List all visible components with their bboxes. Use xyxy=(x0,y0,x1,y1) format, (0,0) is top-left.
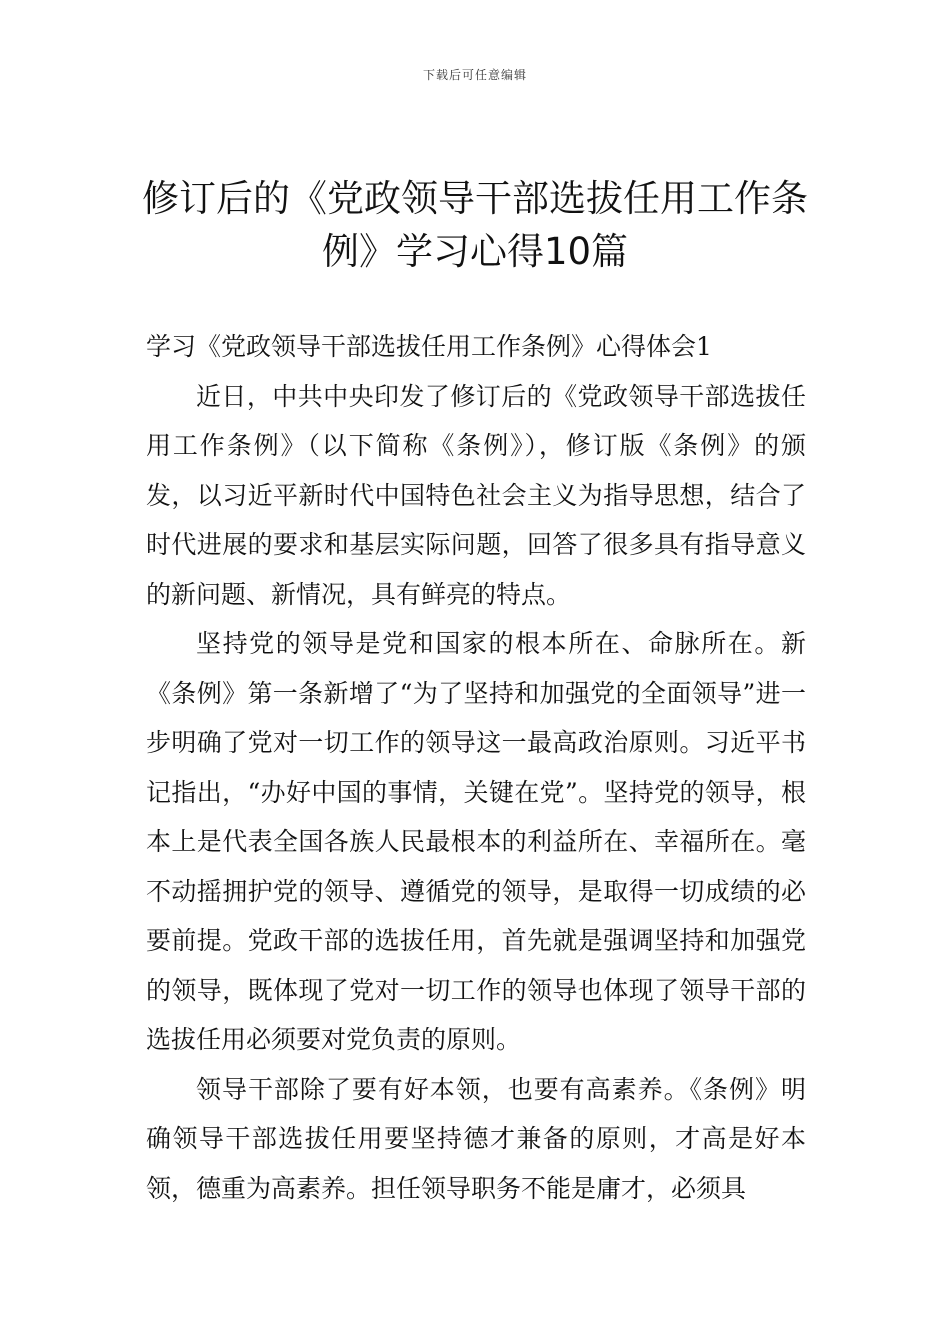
document-title: 修订后的《党政领导干部选拔任用工作条例》学习心得10篇 xyxy=(142,177,808,273)
paragraph-2: 坚持党的领导是党和国家的根本所在、命脉所在。新《条例》第一条新增了“为了坚持和加强党的全面领导”进一步明确了党对一切工作的领导这一最高政治原则。习近平书记指出，“办好中国的事情，关键在党”。坚持党的领导，根本上是代表全国各族人民最根本的利益所在、幸福所在。毫不动摇拥护党的领导、遵循党的领导，是取得一切成绩的必要前提。党政干部的选拔任用，首先就是强调坚持和加强党的领导，既体现了党对一切工作的领导也体现了领导干部的选拔任用必须要对党负责的原则。 xyxy=(146,629,806,1054)
paragraph-1: 近日，中共中央印发了修订后的《党政领导干部选拔任用工作条例》（以下简称《条例》），修订版《条例》的颁发，以习近平新时代中国特色社会主义为指导思想，结合了时代进展的要求和基层实际问题，回答了很多具有指导意义的新问题、新情况，具有鲜亮的特点。 xyxy=(146,381,806,609)
paragraph-3: 领导干部除了要有好本领，也要有高素养。《条例》明确领导干部选拔任用要坚持德才兼备的原则，才高是好本领，德重为高素养。担任领导职务不能是庸才，必须具 xyxy=(146,1074,806,1203)
section-heading: 学习《党政领导干部选拔任用工作条例》心得体会1 xyxy=(146,332,712,361)
document-body xyxy=(146,322,806,1213)
header-note: 下载后可任意编辑 xyxy=(422,68,527,82)
